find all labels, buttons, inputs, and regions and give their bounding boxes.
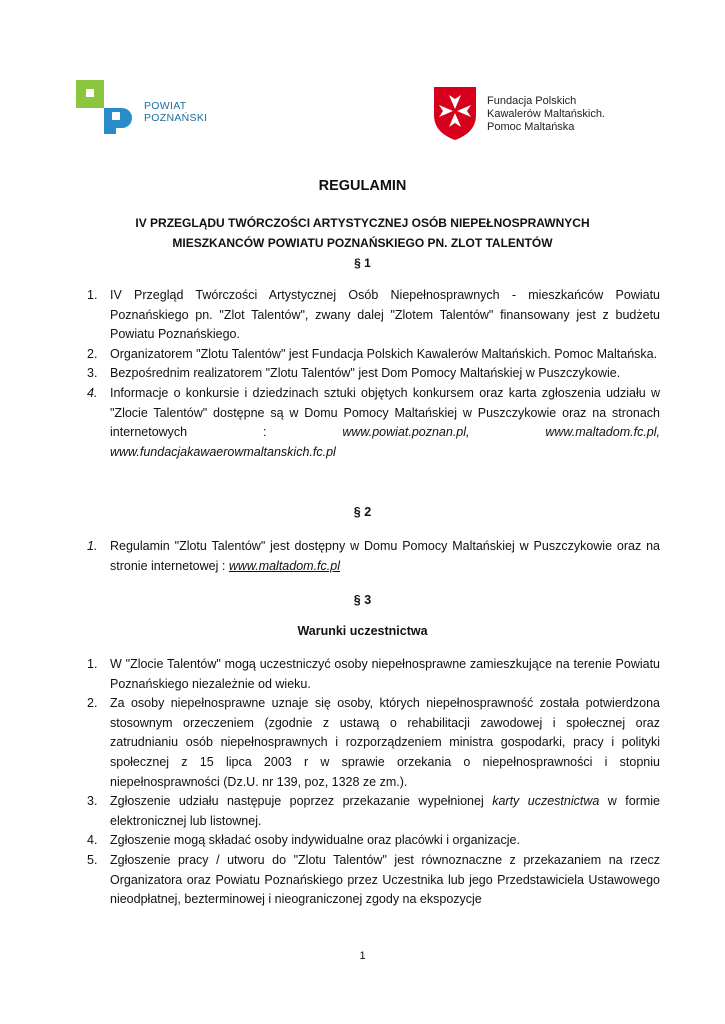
item-text: Zgłoszenie udziału następuje poprzez przekazanie wypełnionej — [110, 794, 484, 809]
link-powiat[interactable]: www.powiat.poznan.pl, — [342, 425, 470, 440]
list-item — [82, 655, 660, 694]
item-number: 5. — [87, 852, 98, 867]
link-maltadom[interactable]: www.maltadom.fc.pl — [228, 558, 340, 573]
list-item — [82, 345, 660, 365]
item-text: w formie elektronicznej lub listownej. — [110, 794, 661, 828]
item-number: 4. — [87, 833, 98, 848]
item-text: Regulamin "Zlotu Talentów" jest dostępny w Domu Pomocy Maltańskiej w Puszczykowie oraz na stronie internetowej : — [110, 539, 660, 573]
item-text: W "Zlocie Talentów" mogą uczestniczyć osoby niepełnosprawne zamieszkujące na terenie Powiatu Poznańskiego niezależnie od wieku. — [110, 657, 660, 691]
item-number: 2. — [87, 696, 98, 711]
section-2-heading: § 2 — [353, 505, 372, 519]
list-item — [82, 831, 660, 851]
section-3-list — [82, 655, 660, 910]
malta-logo-line3: Pomoc Maltańska — [487, 121, 575, 133]
list-item — [82, 851, 660, 910]
list-item — [82, 384, 660, 462]
item-number: 3. — [87, 366, 98, 381]
item-number: 4. — [87, 385, 98, 400]
section-3-subheading: Warunki uczestnictwa — [297, 624, 428, 638]
document-subtitle-line1: IV PRZEGLĄDU TWÓRCZOŚCI ARTYSTYCZNEJ OSÓB NIEPEŁNOSPRAWNYCH — [135, 216, 590, 230]
link-maltadom[interactable]: www.maltadom.fc.pl, — [545, 425, 660, 440]
section-1-list — [82, 286, 660, 462]
document-subtitle-line2: MIESZKANCÓW POWIATU POZNAŃSKIEGO PN. ZLOT TALENTÓW — [172, 236, 553, 250]
powiat-logo-line2: POZNAŃSKI — [144, 112, 208, 124]
item-text: Informacje o konkursie i dziedzinach sztuki objętych konkursem oraz karta zgłoszenia udziału w "Zlocie Talentów" dostępne są w Domu Pomocy Maltańskiej w Puszczykowie oraz na stronach internetowych : — [110, 385, 660, 440]
item-number: 1. — [87, 539, 98, 553]
list-item — [82, 694, 660, 792]
item-number: 1. — [87, 288, 98, 302]
list-item — [82, 364, 660, 384]
link-fundacja[interactable]: www.fundacjakawaerowmaltanskich.fc.pl — [110, 444, 336, 459]
item-text-emphasis: karty uczestnictwa — [492, 794, 600, 809]
powiat-poznanski-logo — [76, 76, 226, 136]
item-text: Organizatorem "Zlotu Talentów" jest Fundacja Polskich Kawalerów Maltańskich. Pomoc Maltańska. — [110, 346, 658, 361]
list-item — [82, 537, 660, 576]
list-item — [82, 792, 660, 831]
item-text: Zgłoszenie mogą składać osoby indywidualne oraz placówki i organizacje. — [110, 833, 520, 848]
powiat-logo-line1: POWIAT — [144, 100, 187, 112]
list-item — [82, 286, 660, 345]
section-1-heading: § 1 — [354, 256, 371, 270]
section-3-heading: § 3 — [353, 593, 372, 607]
item-text: Bezpośrednim realizatorem "Zlotu Talentów" jest Dom Pomocy Maltańskiej w Puszczykowie. — [110, 366, 621, 381]
section-2-list — [82, 537, 660, 576]
item-text: IV Przegląd Twórczości Artystycznej Osób Niepełnosprawnych - mieszkańców Powiatu Poznańskiego pn. "Zlot Talentów", zwany dalej "Zlotem Talentów" finansowany jest z budżetu Powiatu Poznańskiego. — [110, 288, 660, 342]
malta-logo-line1: Fundacja Polskich — [487, 95, 577, 107]
fundacja-maltanska-logo — [432, 85, 632, 145]
item-number: 1. — [87, 657, 98, 671]
page-number: 1 — [359, 950, 366, 962]
malta-logo-line2: Kawalerów Maltańskich. — [487, 108, 605, 120]
item-text: Zgłoszenie pracy / utworu do "Zlotu Talentów" jest równoznaczne z przekazaniem na rzecz Organizatora oraz Powiatu Poznańskiego przez Uczestnika lub jego Przedstawiciela Ustawowego nieodpłatnej, bezterminowej i nieograniczonej zgody na ekspozycje — [110, 852, 660, 907]
item-number: 3. — [87, 794, 98, 809]
item-number: 2. — [87, 346, 98, 361]
document-title: REGULAMIN — [318, 178, 407, 194]
powiat-logo-mark — [76, 76, 138, 136]
item-text: Za osoby niepełnosprawne uznaje się osoby, których niepełnosprawność została potwierdzona stosownym orzeczeniem (zgodnie z ustawą o rehabilitacji zawodowej i społecznej oraz zatrudnianiu osób niepełnosprawnych i rozporządzeniem ministra gospodarki, pracy i polityki społecznej z 15 lipca 2003 r w sprawie orzekania o niepełnosprawności i stopniu niepełnosprawności (Dz.U. nr 139, poz, 1328 ze zm.). — [110, 696, 660, 789]
maltese-cross-shield-icon — [432, 85, 478, 141]
